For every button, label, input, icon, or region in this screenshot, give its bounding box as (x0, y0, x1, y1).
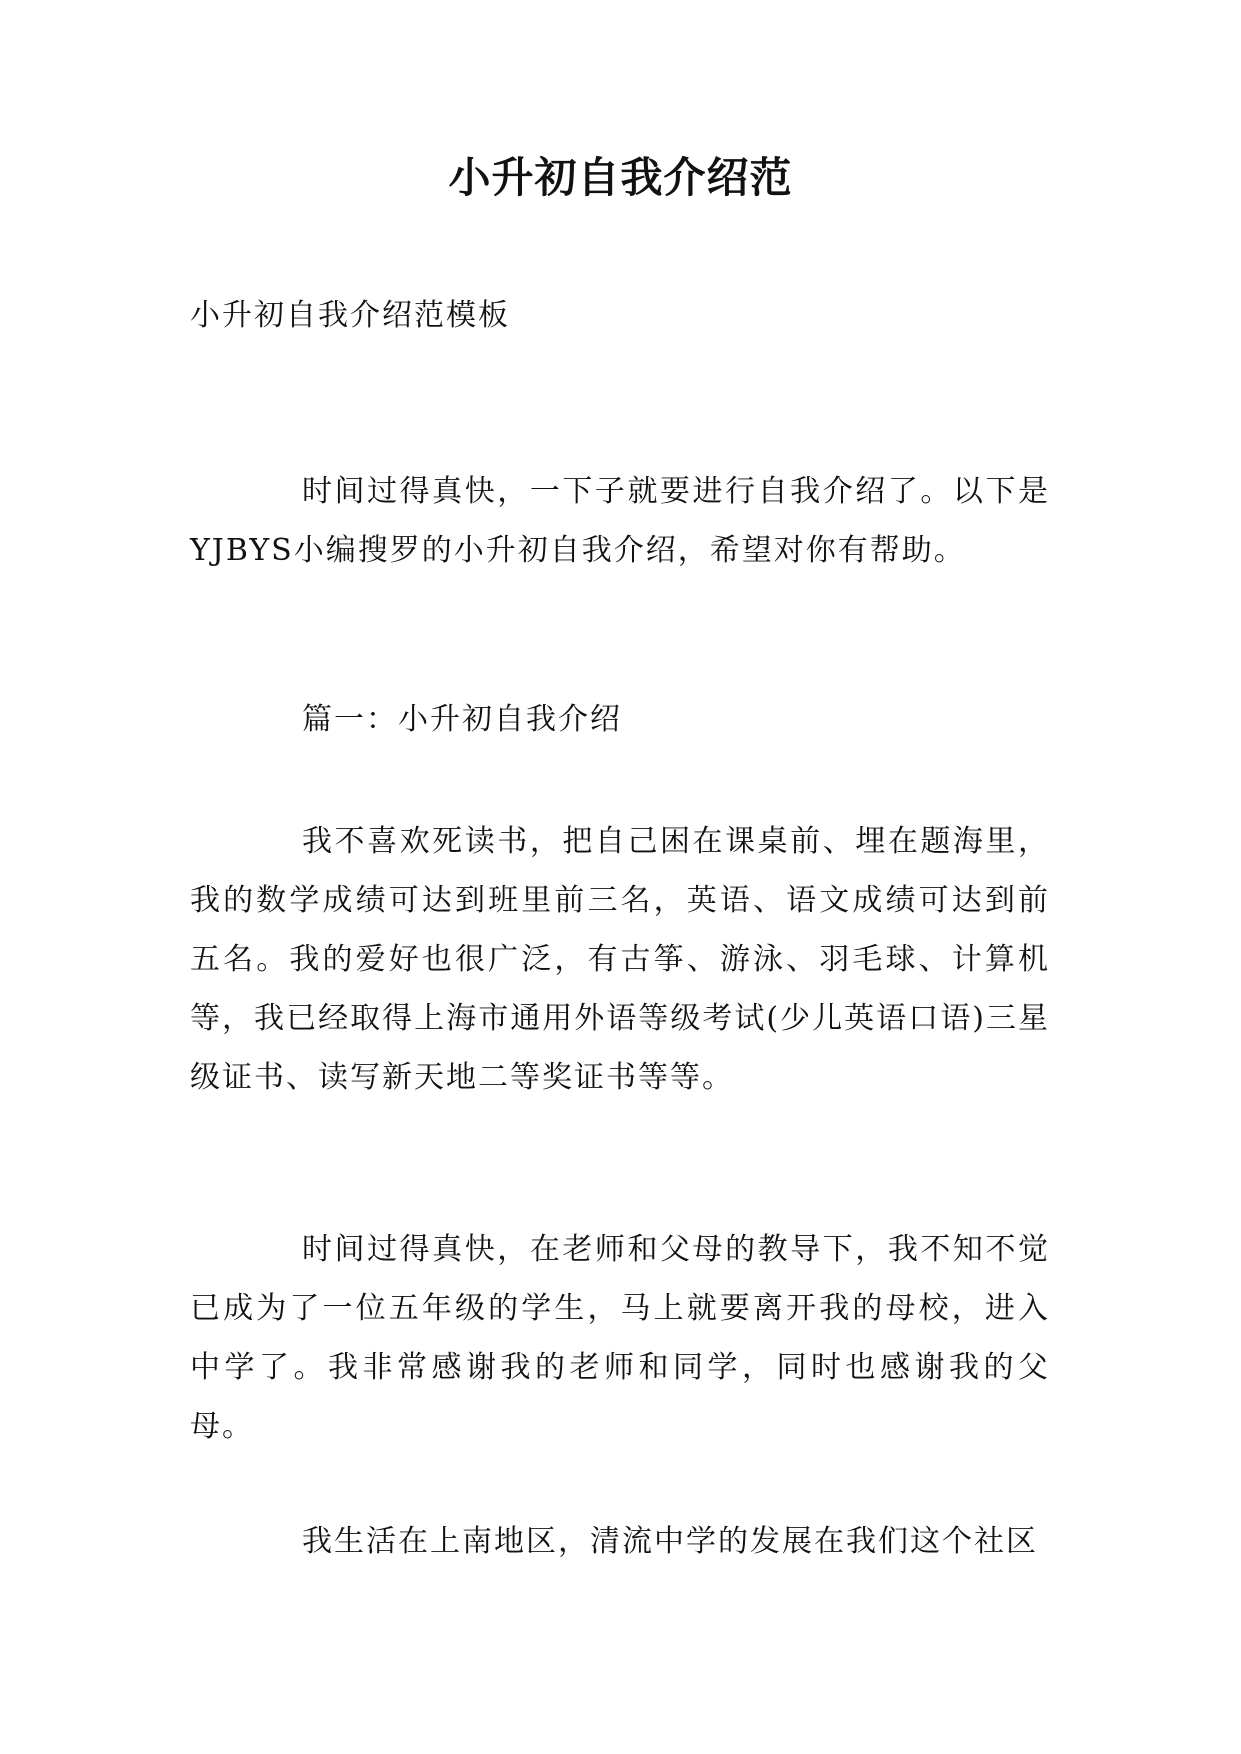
intro-paragraph: 时间过得真快，一下子就要进行自我介绍了。以下是YJBYS小编搜罗的小升初自我介绍，希望对你有帮助。 (190, 474, 1050, 568)
body-paragraph: 我不喜欢死读书，把自己困在课桌前、埋在题海里，我的数学成绩可达到班里前三名，英语、语文成绩可达到前五名。我的爱好也很广泛，有古筝、游泳、羽毛球、计算机等，我已经取得上海市通用外语等级考试(少儿英语口语)三星级证书、读写新天地二等奖证书等等。 (190, 824, 1050, 1095)
section-heading: 篇一：小升初自我介绍 (302, 702, 622, 737)
body-paragraph: 时间过得真快，在老师和父母的教导下，我不知不觉已成为了一位五年级的学生，马上就要离开我的母校，进入中学了。我非常感谢我的老师和同学，同时也感谢我的父母。 (190, 1232, 1050, 1444)
document-subtitle: 小升初自我介绍范模板 (190, 298, 510, 333)
document-title: 小升初自我介绍范 (448, 153, 793, 202)
body-paragraph: 我生活在上南地区，清流中学的发展在我们这个社区 (302, 1524, 1038, 1559)
